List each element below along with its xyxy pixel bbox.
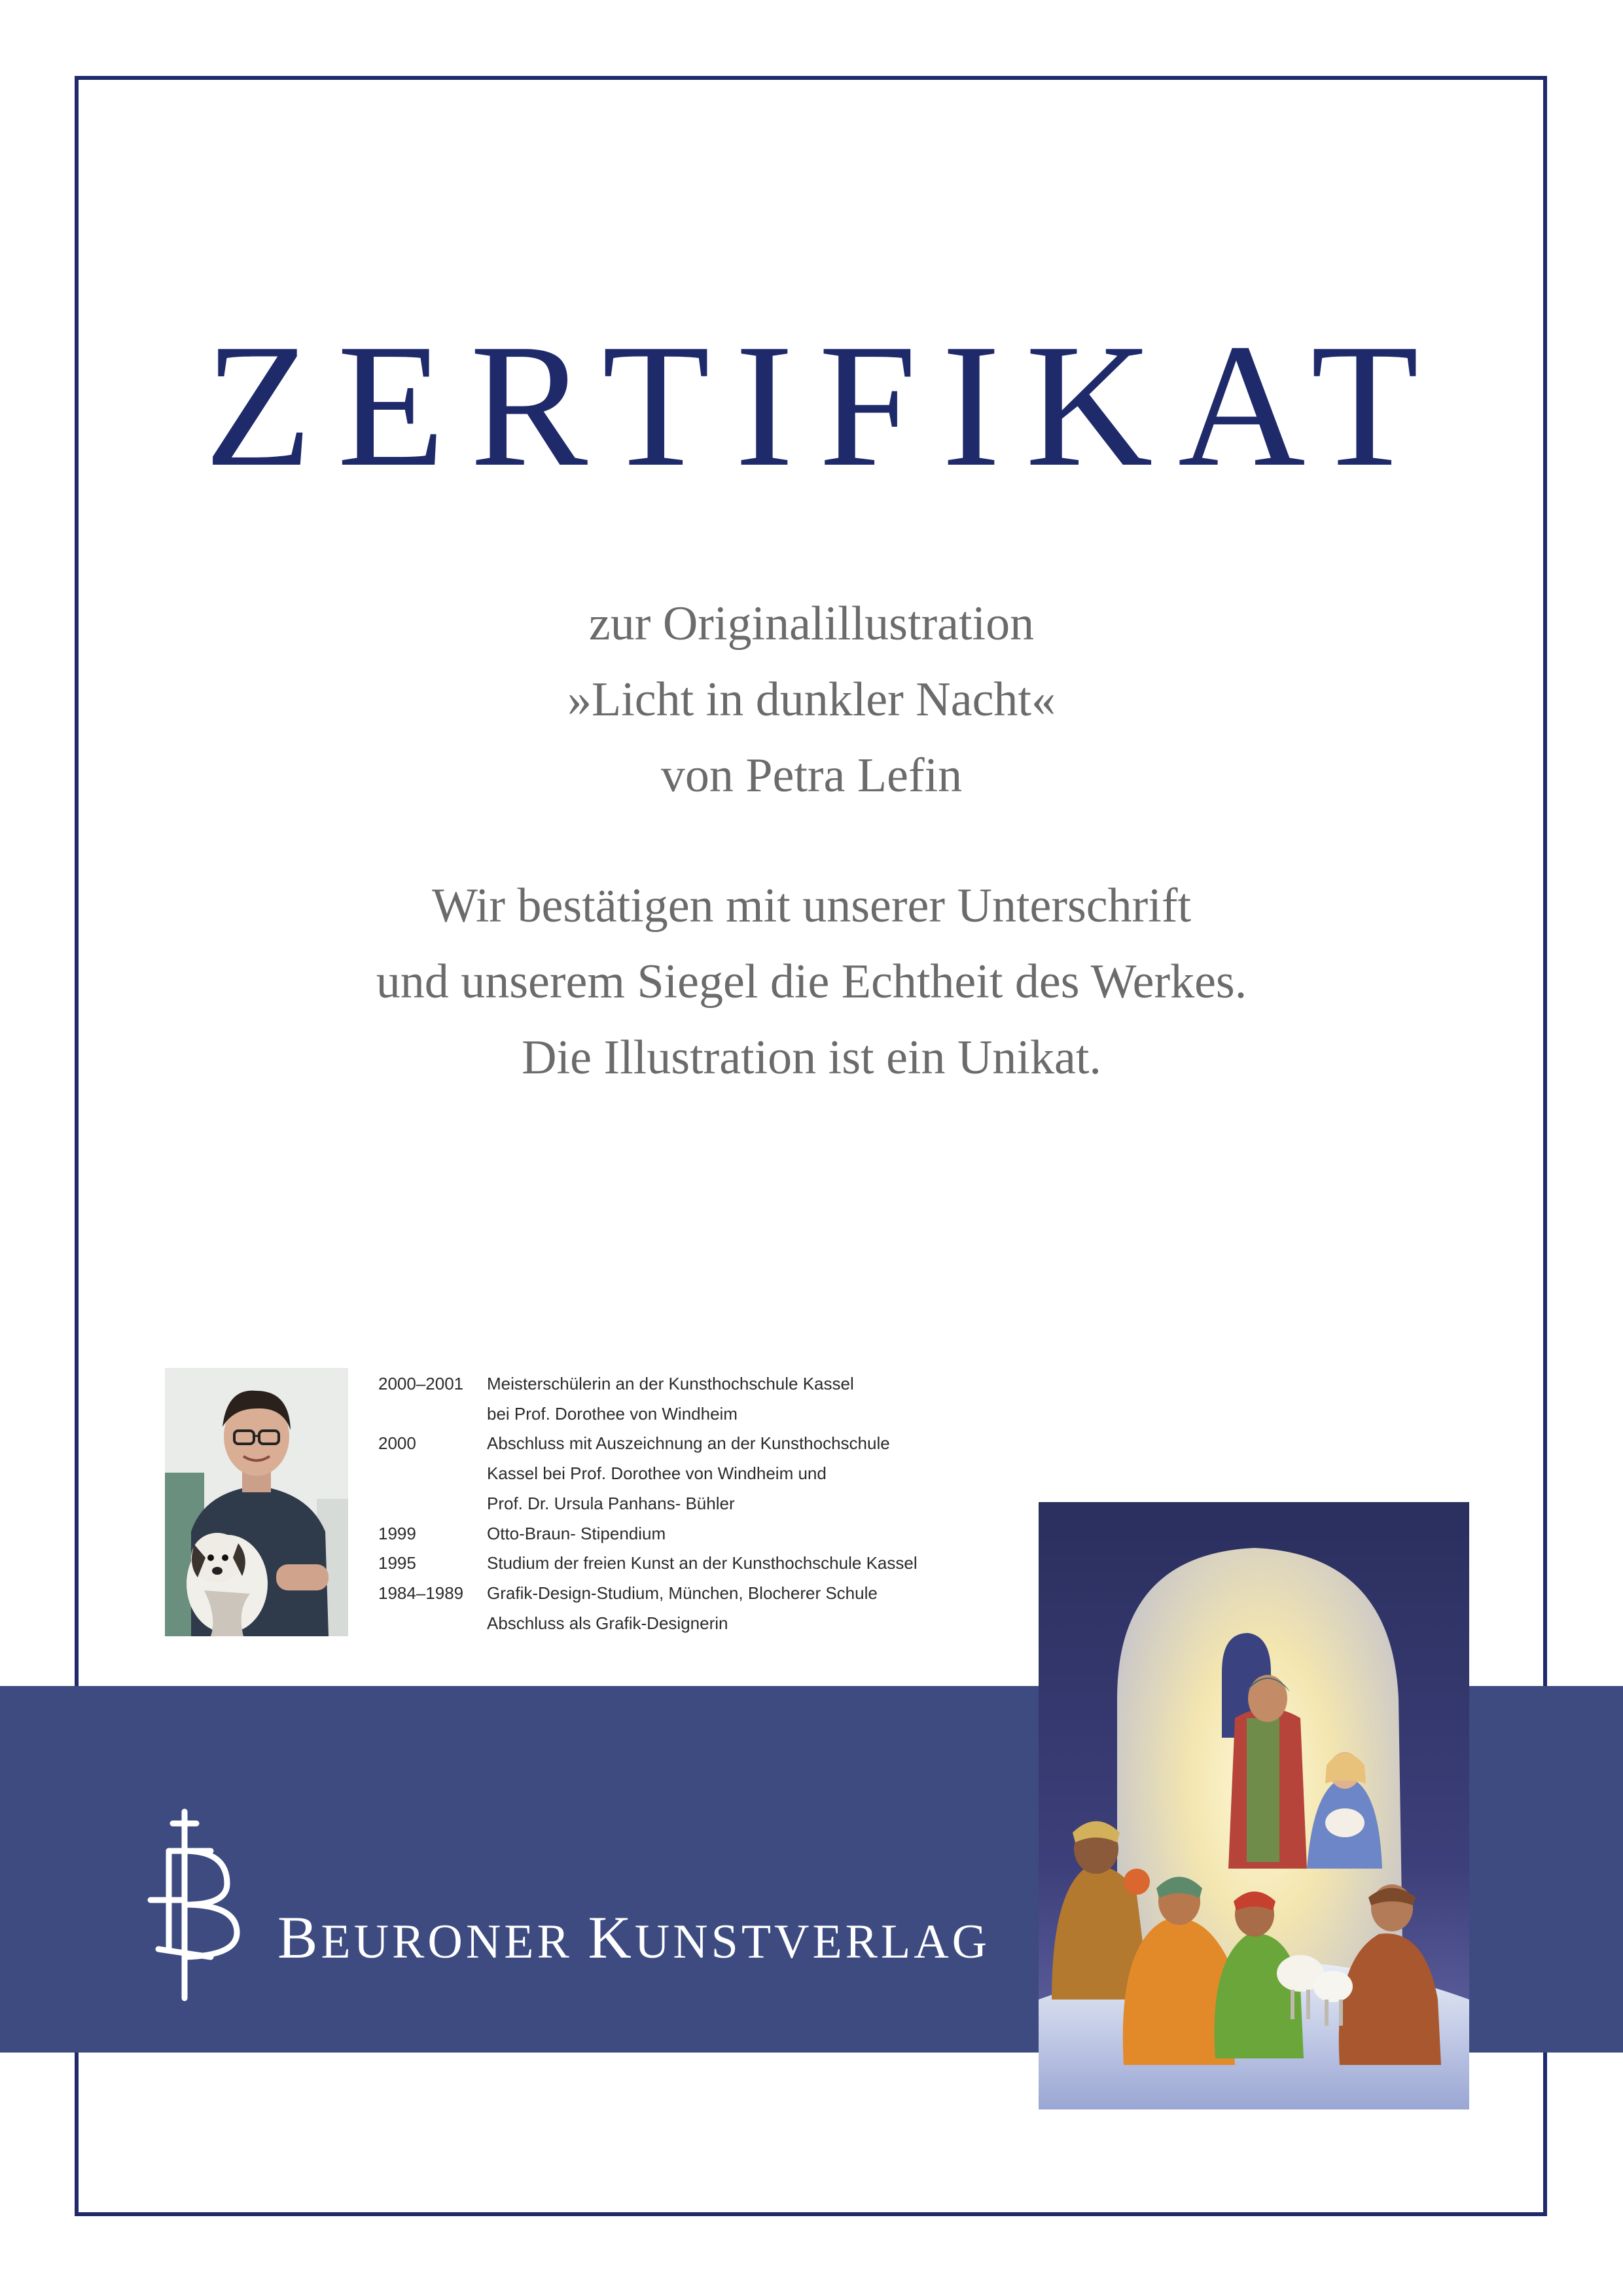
certificate-subtitle (0, 586, 1623, 814)
brand-word: EURONER (321, 1915, 573, 1969)
biography-row (378, 1489, 918, 1519)
brand-word: UNSTVERLAG (634, 1915, 991, 1969)
biography-text: Prof. Dr. Ursula Panhans- Bühler (487, 1493, 735, 1513)
statement-line: und unserem Siegel die Echtheit des Werkes. (376, 955, 1247, 1009)
biography-row (378, 1459, 918, 1489)
biography-text: Abschluss mit Auszeichnung an der Kunsthochschule (487, 1433, 890, 1454)
biography-text: bei Prof. Dorothee von Windheim (487, 1403, 738, 1424)
biography-text: Studium der freien Kunst an der Kunsthochschule Kassel (487, 1553, 918, 1573)
subtitle-line: zur Originalillustration (588, 597, 1035, 651)
publisher-name (277, 1904, 991, 1971)
biography-text: Kassel bei Prof. Dorothee von Windheim und (487, 1463, 827, 1484)
nativity-illustration (1039, 1502, 1469, 2109)
statement-line: Wir bestätigen mit unserer Unterschrift (431, 879, 1192, 933)
biography-row (378, 1579, 918, 1609)
biography-row (378, 1549, 918, 1579)
biography-text: Meisterschülerin an der Kunsthochschule Kassel (487, 1374, 854, 1393)
biography-row (378, 1609, 918, 1639)
biography-year: 1995 (378, 1553, 416, 1573)
artwork-title: »Licht in dunkler Nacht« (567, 673, 1056, 726)
artist-biography (378, 1369, 918, 1638)
certificate-title: ZERTIFIKAT (204, 308, 1444, 503)
biography-year (378, 1609, 487, 1639)
biography-row (378, 1429, 918, 1459)
artist-name: von Petra Lefin (660, 749, 963, 802)
biography-row (378, 1519, 918, 1549)
biography-year (378, 1459, 487, 1489)
biography-row (378, 1399, 918, 1429)
biography-text: Otto-Braun- Stipendium (487, 1523, 666, 1543)
biography-year (378, 1399, 487, 1429)
biography-text: Grafik-Design-Studium, München, Blocherer Schule (487, 1583, 878, 1603)
brand-initial: B (277, 1904, 321, 1971)
biography-text: Abschluss als Grafik-Designerin (487, 1613, 728, 1633)
biography-year: 2000 (378, 1433, 416, 1454)
artist-portrait (165, 1368, 348, 1636)
biography-year: 2000–2001 (378, 1374, 464, 1393)
brand-initial: K (588, 1904, 635, 1971)
statement-line: Die Illustration ist ein Unikat. (522, 1031, 1101, 1085)
beuroner-cross-monogram-icon (145, 1805, 243, 2001)
biography-year (378, 1489, 487, 1519)
authenticity-statement (0, 868, 1623, 1096)
biography-year: 1984–1989 (378, 1583, 464, 1603)
biography-year: 1999 (378, 1523, 416, 1543)
biography-row (378, 1369, 918, 1399)
